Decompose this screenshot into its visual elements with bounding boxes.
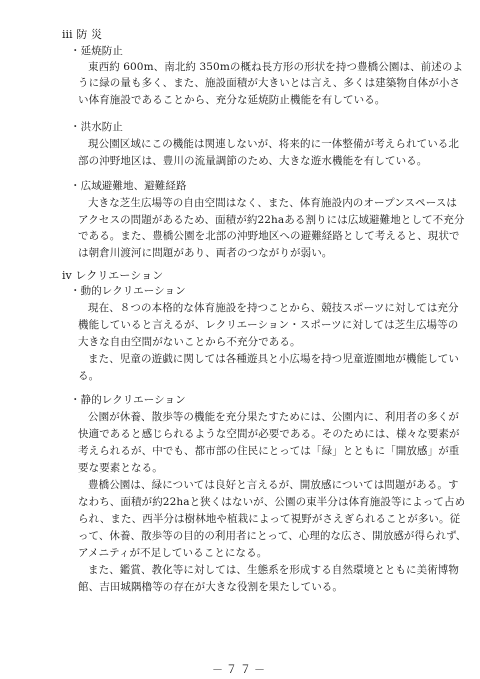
paragraph-line: 快適であると感じられるような空間が必要である。そのためには、様々な要素が: [78, 428, 460, 440]
paragraph-line: 大きな自由空間がないことから不充分である。: [78, 336, 301, 348]
paragraph-line: 機能していると言えるが、レクリエーション・スポーツに対しては芝生広場等の: [78, 319, 459, 331]
paragraph-line: である。また、豊橋公園を北部の沖野地区への避難経路として考えると、現状で: [78, 230, 460, 242]
paragraph-line: 考えられるが、中でも、都市部の住民にとっては「緑」とともに「開放感」が重: [78, 445, 460, 457]
section-heading-disaster-prevention: ⅲ 防 災: [62, 28, 103, 41]
subheading-active-recreation: ・動的レクリエーション: [70, 285, 186, 297]
paragraph-line: また、児童の遊戯に関しては各種遊具と小広場を持つ児童遊園地が機能してい: [88, 353, 459, 365]
subheading-flood-prevention: ・洪水防止: [70, 121, 123, 133]
page-number: －７７－: [212, 663, 268, 676]
paragraph-line: い体育施設であることから、充分な延焼防止機能を有している。: [78, 94, 386, 106]
paragraph-line: なわち、面積が約22haと狭くはないが、公園の東半分は体育施設等によって占め: [78, 496, 466, 508]
paragraph-line: また、鑑賞、教化等に対しては、生態系を形成する自然環境とともに美術博物: [88, 564, 459, 576]
paragraph-line: 部の沖野地区は、豊川の流量調節のため、大きな遊水機能を有している。: [78, 155, 428, 167]
paragraph-line: 公園が休養、散歩等の機能を充分果たすためには、公園内に、利用者の多くが: [88, 411, 459, 423]
paragraph-line: うに緑の量も多く、また、施設面積が大きいとは言え、多くは建築物自体が小さ: [78, 77, 461, 89]
paragraph-line: アメニティが不足していることになる。: [78, 547, 268, 559]
paragraph-line: 大きな芝生広場等の自由空間はなく、また、体育施設内のオープンスペースは: [88, 197, 458, 209]
paragraph-line: は朝倉川渡河に問題があり、両者のつながりが弱い。: [78, 247, 333, 259]
paragraph-line: 東西約 600m、南北約 350mの概ね長方形の形状を持つ豊橋公園は、前述のよ: [88, 61, 464, 73]
paragraph-line: 現公園区域にこの機能は関連しないが、将来的に一体整備が考えられている北: [88, 138, 459, 150]
paragraph-line: アクセスの問題があるため、面積が約22haある割りには広域避難地として不充分: [78, 214, 465, 226]
paragraph-line: 館、吉田城隅櫓等の存在が大きな役割を果たしている。: [78, 581, 343, 593]
section-heading-recreation: ⅳ レクリエーション: [62, 269, 164, 282]
subheading-fire-spread-prevention: ・延焼防止: [70, 45, 123, 57]
paragraph-line: って、休養、散歩等の目的の利用者にとって、心理的な広さ、開放感が得られず、: [78, 530, 467, 542]
subheading-passive-recreation: ・静的レクリエーション: [70, 394, 186, 406]
subheading-evacuation-area: ・広域避難地、避難経路: [70, 180, 187, 192]
paragraph-line: 要な要素となる。: [78, 462, 163, 474]
paragraph-line: る。: [78, 370, 100, 382]
paragraph-line: られ、また、西半分は樹林地や植栽によって視野がさえぎられることが多い。従: [78, 513, 461, 525]
paragraph-line: 現在、８つの本格的な体育施設を持つことから、競技スポーツに対しては充分: [88, 302, 459, 314]
paragraph-line: 豊橋公園は、緑については良好と言えるが、開放感については問題がある。す: [88, 479, 459, 491]
